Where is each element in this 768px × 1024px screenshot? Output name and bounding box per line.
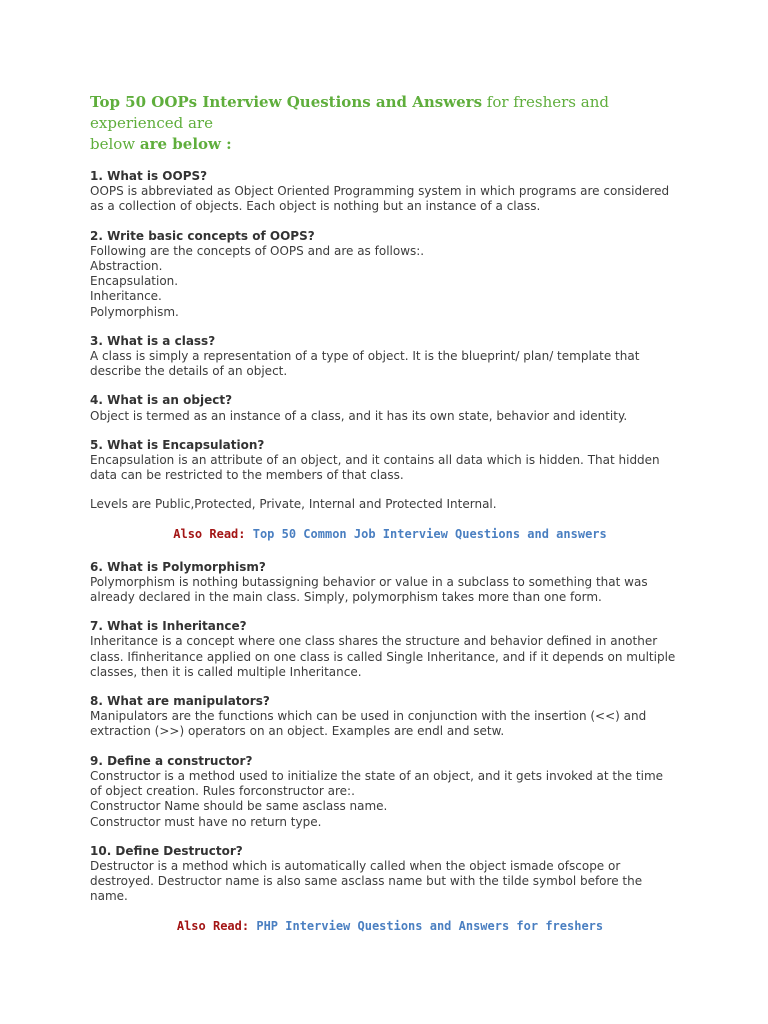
- qa-item: [90, 229, 690, 320]
- also-read-link-job-interview[interactable]: Top 50 Common Job Interview Questions and answers: [252, 526, 607, 541]
- answer-line: OOPS is abbreviated as Object Oriented Programming system in which programs are considered: [90, 184, 670, 199]
- answer-line: Abstraction.: [90, 259, 163, 274]
- qa-group-2: [90, 560, 690, 905]
- qa-item: [90, 334, 690, 380]
- also-read-label: Also Read:: [176, 918, 250, 933]
- answer-line: Inheritance is a concept where one class shares the structure and behavior defined in another: [90, 634, 658, 649]
- qa-item: [90, 560, 690, 606]
- answer-line: Manipulators are the functions which can be used in conjunction with the insertion (<<) and: [90, 709, 647, 724]
- answer-line: already declared in the main class. Simply, polymorphism takes more than one form.: [90, 590, 602, 605]
- answer-line: Polymorphism.: [90, 304, 179, 319]
- answer-line: class. Ifinheritance applied on one class is called Single Inheritance, and if it depends on multiple: [90, 649, 676, 664]
- also-read-label: Also Read:: [173, 526, 246, 541]
- also-read-link-php-interview[interactable]: PHP Interview Questions and Answers for freshers: [256, 918, 604, 933]
- answer-line: Object is termed as an instance of a class, and it has its own state, behavior and identity.: [90, 408, 628, 423]
- question-title: 10. Define Destructor?: [90, 843, 243, 858]
- heading-title: Top 50 OOPs Interview Questions and Answers: [90, 93, 483, 111]
- qa-item: [90, 694, 690, 740]
- question-title: 1. What is OOPS?: [90, 169, 208, 183]
- also-read-banner-2: [90, 919, 690, 934]
- question-title: 6. What is Polymorphism?: [90, 559, 266, 574]
- answer-line: A class is simply a representation of a type of object. It is the blueprint/ plan/ template that: [90, 349, 640, 364]
- answer-line: Polymorphism is nothing butassigning behavior or value in a subclass to something that was: [90, 574, 648, 589]
- qa-item: [90, 619, 690, 680]
- article-heading: [90, 92, 690, 155]
- answer-line: of object creation. Rules forconstructor are:.: [90, 784, 355, 799]
- answer-line: Constructor must have no return type.: [90, 814, 322, 829]
- answer-line: Constructor Name should be same asclass name.: [90, 799, 388, 814]
- answer-line: destroyed. Destructor name is also same asclass name but with the tilde symbol before the: [90, 874, 643, 889]
- levels-note: Levels are Public,Protected, Private, Internal and Protected Internal.: [90, 497, 497, 512]
- answer-line: as a collection of objects. Each object is nothing but an instance of a class.: [90, 199, 541, 214]
- qa-group-1: [90, 169, 690, 483]
- question-title: 3. What is a class?: [90, 333, 216, 348]
- heading-tail: are below :: [139, 135, 232, 153]
- answer-line: Encapsulation.: [90, 274, 179, 289]
- question-title: 7. What is Inheritance?: [90, 619, 247, 634]
- article-body: [90, 92, 690, 952]
- answer-line: extraction (>>) operators on an object. Examples are endl and setw.: [90, 724, 505, 739]
- question-title: 8. What are manipulators?: [90, 694, 270, 709]
- qa-item: [90, 438, 690, 484]
- qa-item: [90, 844, 690, 905]
- question-title: 4. What is an object?: [90, 393, 233, 408]
- answer-line: name.: [90, 889, 128, 904]
- qa-item: [90, 393, 690, 423]
- answer-line: Encapsulation is an attribute of an object, and it contains all data which is hidden. That hidden: [90, 453, 660, 468]
- answer-line: Inheritance.: [90, 289, 162, 304]
- question-title: 5. What is Encapsulation?: [90, 437, 265, 452]
- qa-item: [90, 754, 690, 830]
- answer-line: data can be restricted to the members of that class.: [90, 468, 404, 483]
- also-read-banner-1: [90, 527, 690, 542]
- question-title: 9. Define a constructor?: [90, 753, 253, 768]
- answer-line: Following are the concepts of OOPS and are as follows:.: [90, 243, 425, 258]
- answer-line: Constructor is a method used to initialize the state of an object, and it gets invoked at the time: [90, 768, 664, 783]
- answer-line: Destructor is a method which is automatically called when the object ismade ofscope or: [90, 858, 621, 873]
- answer-line: describe the details of an object.: [90, 364, 288, 379]
- answer-line: classes, then it is called multiple Inheritance.: [90, 664, 362, 679]
- heading-subtitle: for freshers and experienced are below: [90, 93, 609, 153]
- question-title: 2. Write basic concepts of OOPS?: [90, 228, 315, 243]
- qa-item: [90, 169, 690, 215]
